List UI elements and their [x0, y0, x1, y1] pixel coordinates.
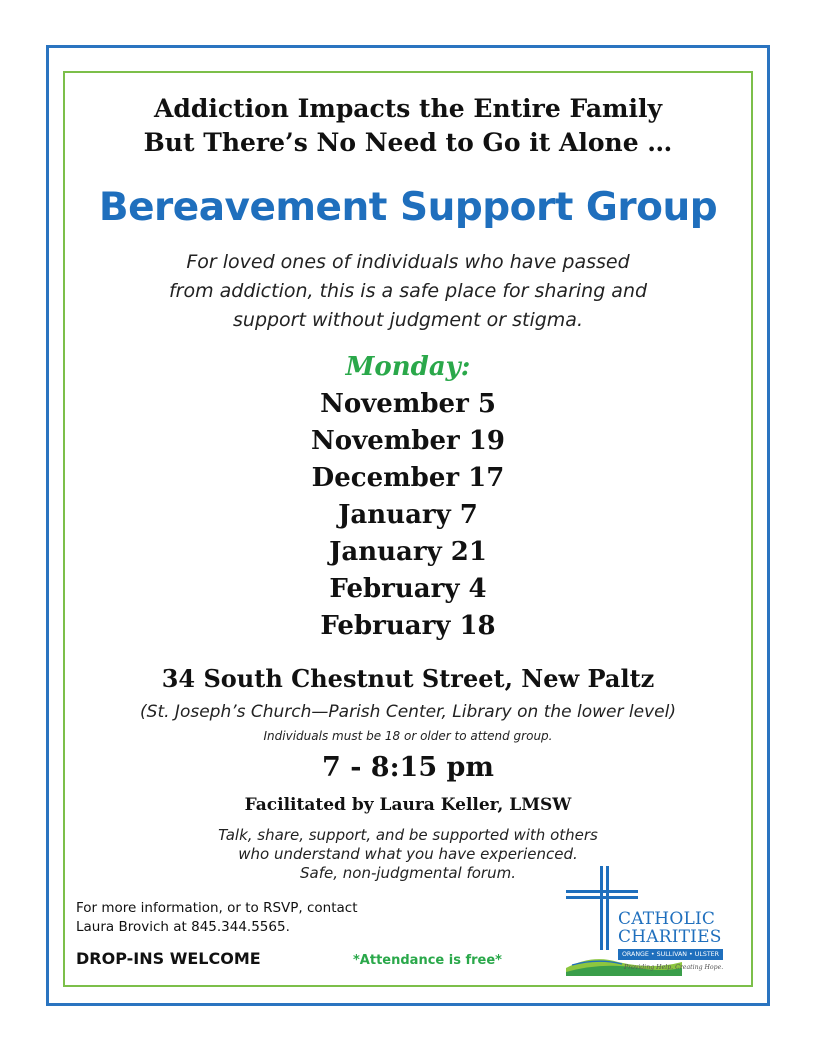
date-item: February 4: [329, 574, 487, 604]
dropins-welcome: DROP-INS WELCOME: [76, 949, 261, 968]
date-item: January 21: [329, 537, 487, 567]
date-item: January 7: [338, 500, 478, 530]
headline-line-1: Addiction Impacts the Entire Family: [154, 94, 662, 123]
headline: [63, 92, 753, 160]
date-list: [63, 386, 753, 645]
logo-slogan: Providing Help. Creating Hope.: [624, 964, 724, 971]
meeting-time: 7 - 8:15 pm: [322, 752, 494, 783]
tagline-line-1: Talk, share, support, and be supported with others: [218, 826, 598, 844]
intro-line-3: support without judgment or stigma.: [233, 309, 583, 331]
date-item: February 18: [320, 611, 496, 641]
meeting-day: Monday:: [345, 352, 471, 382]
venue-note: (St. Joseph’s Church—Parish Center, Library on the lower level): [140, 702, 676, 722]
contact-line-2: Laura Brovich at 845.344.5565.: [76, 919, 290, 935]
age-requirement: Individuals must be 18 or older to attend group.: [263, 729, 553, 743]
logo-counties-band: ORANGE • SULLIVAN • ULSTER: [618, 949, 723, 960]
attendance-free: *Attendance is free*: [353, 953, 502, 968]
catholic-charities-logo: [562, 866, 730, 978]
headline-line-2: But There’s No Need to Go it Alone …: [143, 128, 673, 157]
date-item: November 19: [311, 426, 505, 456]
page-title: Bereavement Support Group: [98, 185, 718, 230]
address: 34 South Chestnut Street, New Paltz: [161, 664, 655, 693]
tagline-line-3: Safe, non-judgmental forum.: [300, 864, 516, 882]
intro-line-1: For loved ones of individuals who have passed: [186, 251, 630, 273]
tagline-line-2: who understand what you have experienced.: [238, 845, 578, 863]
intro-text: [63, 248, 753, 335]
facilitator: Facilitated by Laura Keller, LMSW: [244, 795, 572, 815]
date-item: November 5: [320, 389, 496, 419]
contact-line-1: For more information, or to RSVP, contact: [76, 900, 358, 916]
contact-info: [76, 899, 358, 937]
logo-text-charities: CHARITIES: [618, 927, 722, 947]
intro-line-2: from addiction, this is a safe place for sharing and: [168, 280, 648, 302]
logo-text-catholic: CATHOLIC: [618, 909, 716, 929]
date-item: December 17: [311, 463, 505, 493]
